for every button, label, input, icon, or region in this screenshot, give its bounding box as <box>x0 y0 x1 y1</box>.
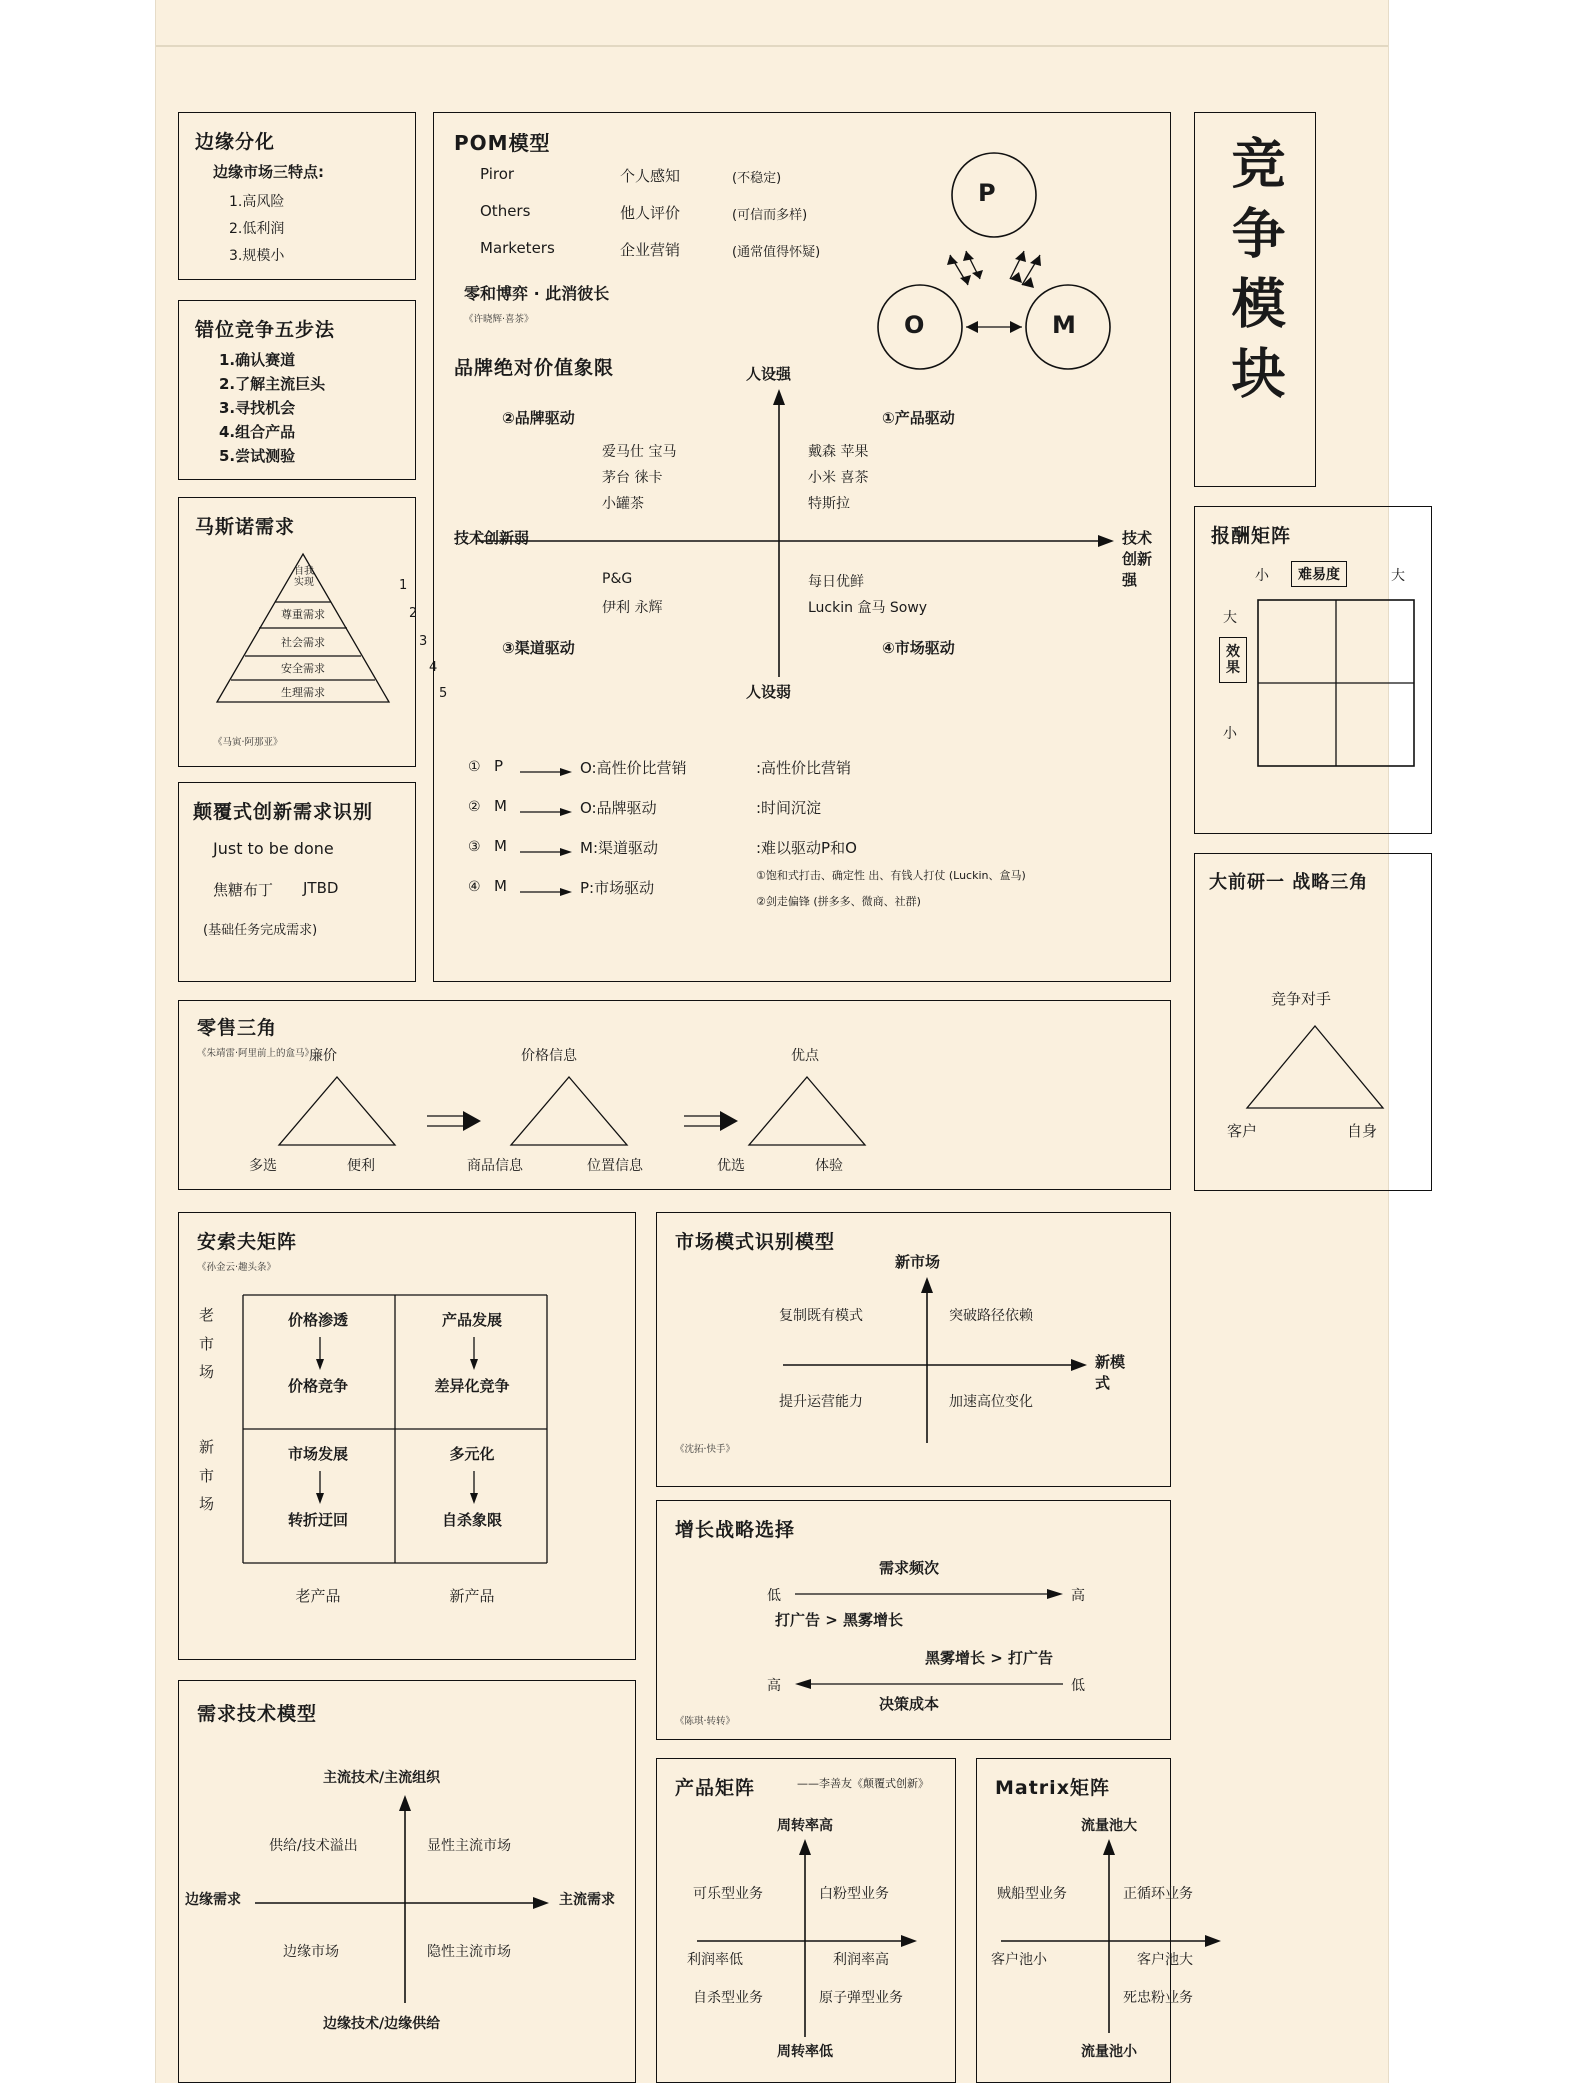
page-top-rule <box>156 45 1388 47</box>
product-matrix-q3: 自杀型业务 <box>693 1990 763 2006</box>
demand-tech-q2: 供给/技术溢出 <box>269 1838 358 1854</box>
growth-axis1-arrow <box>795 1587 1065 1601</box>
reward-matrix-top-center: 难易度 <box>1291 561 1347 587</box>
matrix-matrix-axis-right: 客户池大 <box>1137 1952 1193 1968</box>
pom-row-1-col-1: Piror <box>480 165 515 183</box>
product-matrix-credit: ——李善友《颠覆式创新》 <box>797 1777 929 1790</box>
card-matrix-matrix <box>976 1758 1193 2083</box>
pom-node-m: M <box>1052 311 1076 339</box>
retail-g2-top: 价格信息 <box>521 1048 577 1064</box>
pom-axis-top: 人设强 <box>746 365 792 383</box>
reward-matrix-grid <box>1257 599 1415 767</box>
pom-q2-item-1: 爱马仕 宝马 <box>602 444 677 460</box>
pom-flow-4-from: M <box>494 877 507 895</box>
pom-q4-item-2: Luckin 盒马 Sowy <box>808 600 928 616</box>
demand-tech-axis-top: 主流技术/主流组织 <box>323 1770 441 1786</box>
demand-tech-axis-bottom: 边缘技术/边缘供给 <box>323 2016 441 2032</box>
pom-q1-label: ①产品驱动 <box>882 409 955 427</box>
pom-flow-2-from: M <box>494 797 507 815</box>
card-demand-tech-model <box>178 1680 636 2083</box>
pom-flow-3-num: ③ <box>468 839 481 855</box>
pom-q2-label: ②品牌驱动 <box>502 409 575 427</box>
market-mode-chart <box>767 1253 1127 1448</box>
pom-q2-item-3: 小罐茶 <box>602 496 644 512</box>
reward-matrix-left-top: 大 <box>1223 610 1237 626</box>
maslow-level-5-label: 生理需求 <box>281 686 325 699</box>
product-matrix-title: 产品矩阵 <box>675 1777 756 1799</box>
edge-diff-item-1: 1.高风险 <box>229 194 285 210</box>
card-ansoff-matrix <box>178 1212 636 1660</box>
pom-q3-label: ③渠道驱动 <box>502 639 575 657</box>
dislocation-item-2: 2.了解主流巨头 <box>219 375 326 393</box>
pom-row-3-col-2: 企业营销 <box>620 241 681 259</box>
ansoff-cell-2-arrow <box>469 1337 479 1371</box>
ansoff-cell-4-top: 多元化 <box>449 1445 495 1463</box>
market-mode-q2: 复制既有模式 <box>779 1308 863 1324</box>
product-matrix-axis-left: 利润率低 <box>687 1952 743 1968</box>
pom-source: 《许晓辉·喜茶》 <box>464 314 534 325</box>
disruptive-title: 颠覆式创新需求识别 <box>193 801 374 823</box>
dislocation-item-4: 4.组合产品 <box>219 423 296 441</box>
retail-title: 零售三角 <box>197 1017 278 1039</box>
ansoff-row-label-old: 老 市 场 <box>199 1306 215 1381</box>
ohmae-right-label: 自身 <box>1347 1122 1378 1140</box>
pom-flow-2-num: ② <box>468 799 481 815</box>
demand-tech-q3: 边缘市场 <box>283 1944 339 1960</box>
card-growth-strategy <box>656 1500 1171 1740</box>
pom-row-1-col-2: 个人感知 <box>620 167 681 185</box>
ansoff-cell-2-top: 产品发展 <box>441 1311 502 1329</box>
growth-text-2: 黑雾增长 > 打广告 <box>925 1649 1054 1667</box>
pom-q3-item-1: P&G <box>602 571 633 587</box>
pom-flow-1-num: ① <box>468 759 481 775</box>
maslow-num-4: 4 <box>429 660 438 675</box>
ansoff-row-label-new: 新 市 场 <box>199 1438 215 1513</box>
reward-matrix-title: 报酬矩阵 <box>1211 525 1292 547</box>
disruptive-line-2: 焦糖布丁 <box>213 881 274 899</box>
ansoff-col-label-new: 新产品 <box>449 1587 495 1605</box>
maslow-source: 《马寅·阿那亚》 <box>213 737 283 748</box>
pom-q3-item-2: 伊利 永辉 <box>602 600 663 616</box>
pom-flow-1-to: O:高性价比营销 <box>580 759 687 777</box>
pom-quadrant-title: 品牌绝对价值象限 <box>454 357 615 379</box>
edge-diff-item-3: 3.规模小 <box>229 248 285 264</box>
matrix-matrix-q2: 贼船型业务 <box>997 1886 1067 1902</box>
ohmae-left-label: 客户 <box>1227 1122 1258 1140</box>
ansoff-cell-3-top: 市场发展 <box>287 1445 348 1463</box>
matrix-matrix-q1: 正循环业务 <box>1123 1886 1193 1902</box>
pom-q4-label: ④市场驱动 <box>882 639 955 657</box>
pom-flow-2-to: O:品牌驱动 <box>580 799 657 817</box>
ansoff-cell-3-bottom: 转折迂回 <box>287 1511 348 1529</box>
card-dislocation-5steps <box>178 300 416 480</box>
poster-vertical-title: 竞争模块 <box>1223 135 1286 415</box>
dislocation-item-5: 5.尝试测验 <box>219 447 296 465</box>
matrix-matrix-axis-top: 流量池大 <box>1081 1818 1137 1834</box>
demand-tech-chart <box>185 1770 615 2032</box>
poster-page <box>155 0 1405 2083</box>
growth-axis2-right: 低 <box>1071 1678 1085 1694</box>
growth-axis1-left: 低 <box>767 1588 781 1604</box>
market-mode-q4: 加速高位变化 <box>949 1394 1033 1410</box>
growth-axis2-arrow <box>795 1677 1065 1691</box>
growth-axis1-label: 需求频次 <box>879 1559 940 1577</box>
maslow-level-2-label: 尊重需求 <box>281 608 325 621</box>
retail-arrow-1 <box>427 1109 483 1133</box>
retail-arrow-2 <box>684 1109 740 1133</box>
card-product-matrix <box>656 1758 956 2083</box>
ansoff-cell-1-bottom: 价格竞争 <box>287 1377 348 1395</box>
pom-node-o: O <box>904 311 925 339</box>
ansoff-cell-1-arrow <box>315 1337 325 1371</box>
pom-axis-left: 技术创新弱 <box>454 529 530 547</box>
retail-g3-right: 体验 <box>815 1158 843 1174</box>
retail-g1-top: 廉价 <box>309 1048 337 1064</box>
maslow-num-1: 1 <box>399 578 408 593</box>
pom-flow-4-num: ④ <box>468 879 481 895</box>
dislocation-title: 错位竞争五步法 <box>195 319 336 341</box>
ansoff-cell-3-arrow <box>315 1471 325 1505</box>
pom-flow-1-from: P <box>494 757 504 775</box>
product-matrix-axis-top: 周转率高 <box>777 1818 833 1834</box>
market-mode-axis-right: 新模式 <box>1095 1353 1126 1392</box>
pom-row-1-col-3: (不稳定) <box>732 171 782 186</box>
pom-flow-2-right: :时间沉淀 <box>756 799 822 817</box>
maslow-num-2: 2 <box>409 606 418 621</box>
product-matrix-q1: 白粉型业务 <box>819 1886 889 1902</box>
ansoff-cell-2-bottom: 差异化竞争 <box>434 1377 510 1395</box>
growth-text-1: 打广告 > 黑雾增长 <box>775 1611 904 1629</box>
disruptive-line-2b: JTBD <box>303 879 339 897</box>
ansoff-cell-4-bottom: 自杀象限 <box>441 1511 502 1529</box>
reward-matrix-left-bottom: 小 <box>1223 726 1237 742</box>
maslow-pyramid <box>213 550 448 710</box>
retail-g3-top: 优点 <box>791 1048 819 1064</box>
pom-flow-3-from: M <box>494 837 507 855</box>
retail-source: 《朱靖雷·阿里前上的盒马》 <box>197 1048 315 1059</box>
pom-q2-item-2: 茅台 徕卡 <box>602 470 663 486</box>
pom-flow-3-sub-1: ①饱和式打击、确定性 出、有钱人打仗 (Luckin、盒马) <box>756 869 1026 882</box>
maslow-title: 马斯诺需求 <box>195 516 296 538</box>
pom-q1-item-2: 小米 喜茶 <box>808 470 869 486</box>
card-maslow <box>178 497 448 767</box>
pom-flow-3-right: :难以驱动P和O <box>756 839 857 857</box>
pom-row-3-col-1: Marketers <box>480 239 555 257</box>
matrix-matrix-q3: 死忠粉业务 <box>1123 1990 1193 2006</box>
pom-row-2-col-2: 他人评价 <box>620 204 681 222</box>
product-matrix-chart <box>683 1818 933 2060</box>
pom-axis-bottom: 人设弱 <box>746 683 792 701</box>
ansoff-cell-4-arrow <box>469 1471 479 1505</box>
retail-g2-left: 商品信息 <box>467 1158 523 1174</box>
dislocation-item-1: 1.确认赛道 <box>219 351 296 369</box>
demand-tech-axis-right: 主流需求 <box>559 1892 615 1908</box>
ohmae-triangle <box>1243 1022 1387 1112</box>
ansoff-col-label-old: 老产品 <box>295 1587 341 1605</box>
matrix-matrix-axis-left: 客户池小 <box>991 1952 1047 1968</box>
card-market-mode-model <box>656 1212 1171 1487</box>
disruptive-line-3: (基础任务完成需求) <box>203 923 318 938</box>
market-mode-axis-top: 新市场 <box>895 1253 941 1271</box>
pom-row-3-col-3: (通常值得怀疑) <box>732 245 821 260</box>
retail-g1-triangle <box>275 1073 399 1149</box>
reward-matrix-left-center: 效果 <box>1219 637 1247 683</box>
edge-diff-item-2: 2.低利润 <box>229 221 285 237</box>
pom-row-2-col-1: Others <box>480 202 531 220</box>
pom-q4-item-1: 每日优鲜 <box>808 574 864 590</box>
product-matrix-q2: 可乐型业务 <box>693 1886 763 1902</box>
pom-row-2-col-3: (可信而多样) <box>732 208 808 223</box>
ohmae-top-label: 竞争对手 <box>1271 990 1332 1008</box>
retail-g1-left: 多选 <box>249 1158 277 1174</box>
growth-axis2-label: 决策成本 <box>879 1695 940 1713</box>
reward-matrix-top-left: 小 <box>1255 568 1269 584</box>
market-mode-q1: 突破路径依赖 <box>949 1308 1033 1324</box>
pom-flow-4-to: P:市场驱动 <box>580 879 655 897</box>
pom-note: 零和博弈 · 此消彼长 <box>464 284 610 303</box>
pom-q1-item-3: 特斯拉 <box>808 496 850 512</box>
pom-node-p: P <box>978 179 996 207</box>
maslow-level-3-label: 社会需求 <box>281 636 325 649</box>
card-edge-differentiation <box>178 112 416 280</box>
demand-tech-axis-left: 边缘需求 <box>185 1892 241 1908</box>
retail-g2-triangle <box>507 1073 631 1149</box>
reward-matrix-top-right: 大 <box>1391 568 1405 584</box>
pom-flow-3-sub-2: ②剑走偏锋 (拼多多、微商、社群) <box>756 895 921 908</box>
maslow-level-4-label: 安全需求 <box>281 662 325 675</box>
demand-tech-q1: 显性主流市场 <box>427 1838 511 1854</box>
growth-source: 《陈琪·转转》 <box>675 1716 736 1727</box>
disruptive-line-1: Just to be done <box>213 839 334 858</box>
dislocation-item-3: 3.寻找机会 <box>219 399 296 417</box>
matrix-matrix-axis-bottom: 流量池小 <box>1081 2044 1137 2060</box>
card-retail-triangle <box>178 1000 1171 1190</box>
maslow-level-1-label: 自我 实现 <box>294 566 314 588</box>
market-mode-q3: 提升运营能力 <box>779 1394 863 1410</box>
card-disruptive-innovation <box>178 782 416 982</box>
pom-axis-right: 技术创新强 <box>1122 529 1153 589</box>
market-mode-source: 《沈拓·快手》 <box>675 1444 736 1455</box>
matrix-matrix-title: Matrix矩阵 <box>995 1777 1110 1799</box>
card-reward-matrix <box>1194 506 1432 834</box>
retail-g3-triangle <box>745 1073 869 1149</box>
product-matrix-q4: 原子弹型业务 <box>819 1990 903 2006</box>
pom-title: POM模型 <box>454 131 551 155</box>
growth-axis2-left: 高 <box>767 1678 781 1694</box>
matrix-matrix-chart <box>991 1818 1241 2060</box>
retail-g3-left: 优选 <box>717 1158 745 1174</box>
ohmae-title: 大前研一 战略三角 <box>1209 872 1369 893</box>
growth-axis1-right: 高 <box>1071 1588 1085 1604</box>
edge-diff-title: 边缘分化 <box>195 131 276 153</box>
pom-q1-item-1: 戴森 苹果 <box>808 444 869 460</box>
pom-flow-1-right: :高性价比营销 <box>756 759 852 777</box>
maslow-num-3: 3 <box>419 634 428 649</box>
pom-triangle-diagram <box>874 145 1114 395</box>
card-poster-title <box>1194 112 1316 487</box>
ansoff-title: 安索夫矩阵 <box>197 1231 298 1253</box>
edge-diff-subtitle: 边缘市场三特点: <box>213 163 324 181</box>
growth-title: 增长战略选择 <box>675 1519 796 1541</box>
retail-g1-right: 便利 <box>347 1158 375 1174</box>
demand-tech-q4: 隐性主流市场 <box>427 1944 511 1960</box>
product-matrix-axis-bottom: 周转率低 <box>777 2044 833 2060</box>
product-matrix-axis-right: 利润率高 <box>833 1952 889 1968</box>
maslow-num-5: 5 <box>439 686 448 701</box>
ansoff-source: 《孙金云·趣头条》 <box>197 1262 277 1273</box>
market-mode-title: 市场模式识别模型 <box>675 1231 836 1253</box>
demand-tech-title: 需求技术模型 <box>197 1703 318 1725</box>
card-ohmae-strategic-triangle <box>1194 853 1432 1191</box>
pom-flow-3-to: M:渠道驱动 <box>580 839 658 857</box>
retail-g2-right: 位置信息 <box>587 1158 643 1174</box>
card-pom-model <box>433 112 1171 982</box>
ansoff-cell-1-top: 价格渗透 <box>287 1311 348 1329</box>
